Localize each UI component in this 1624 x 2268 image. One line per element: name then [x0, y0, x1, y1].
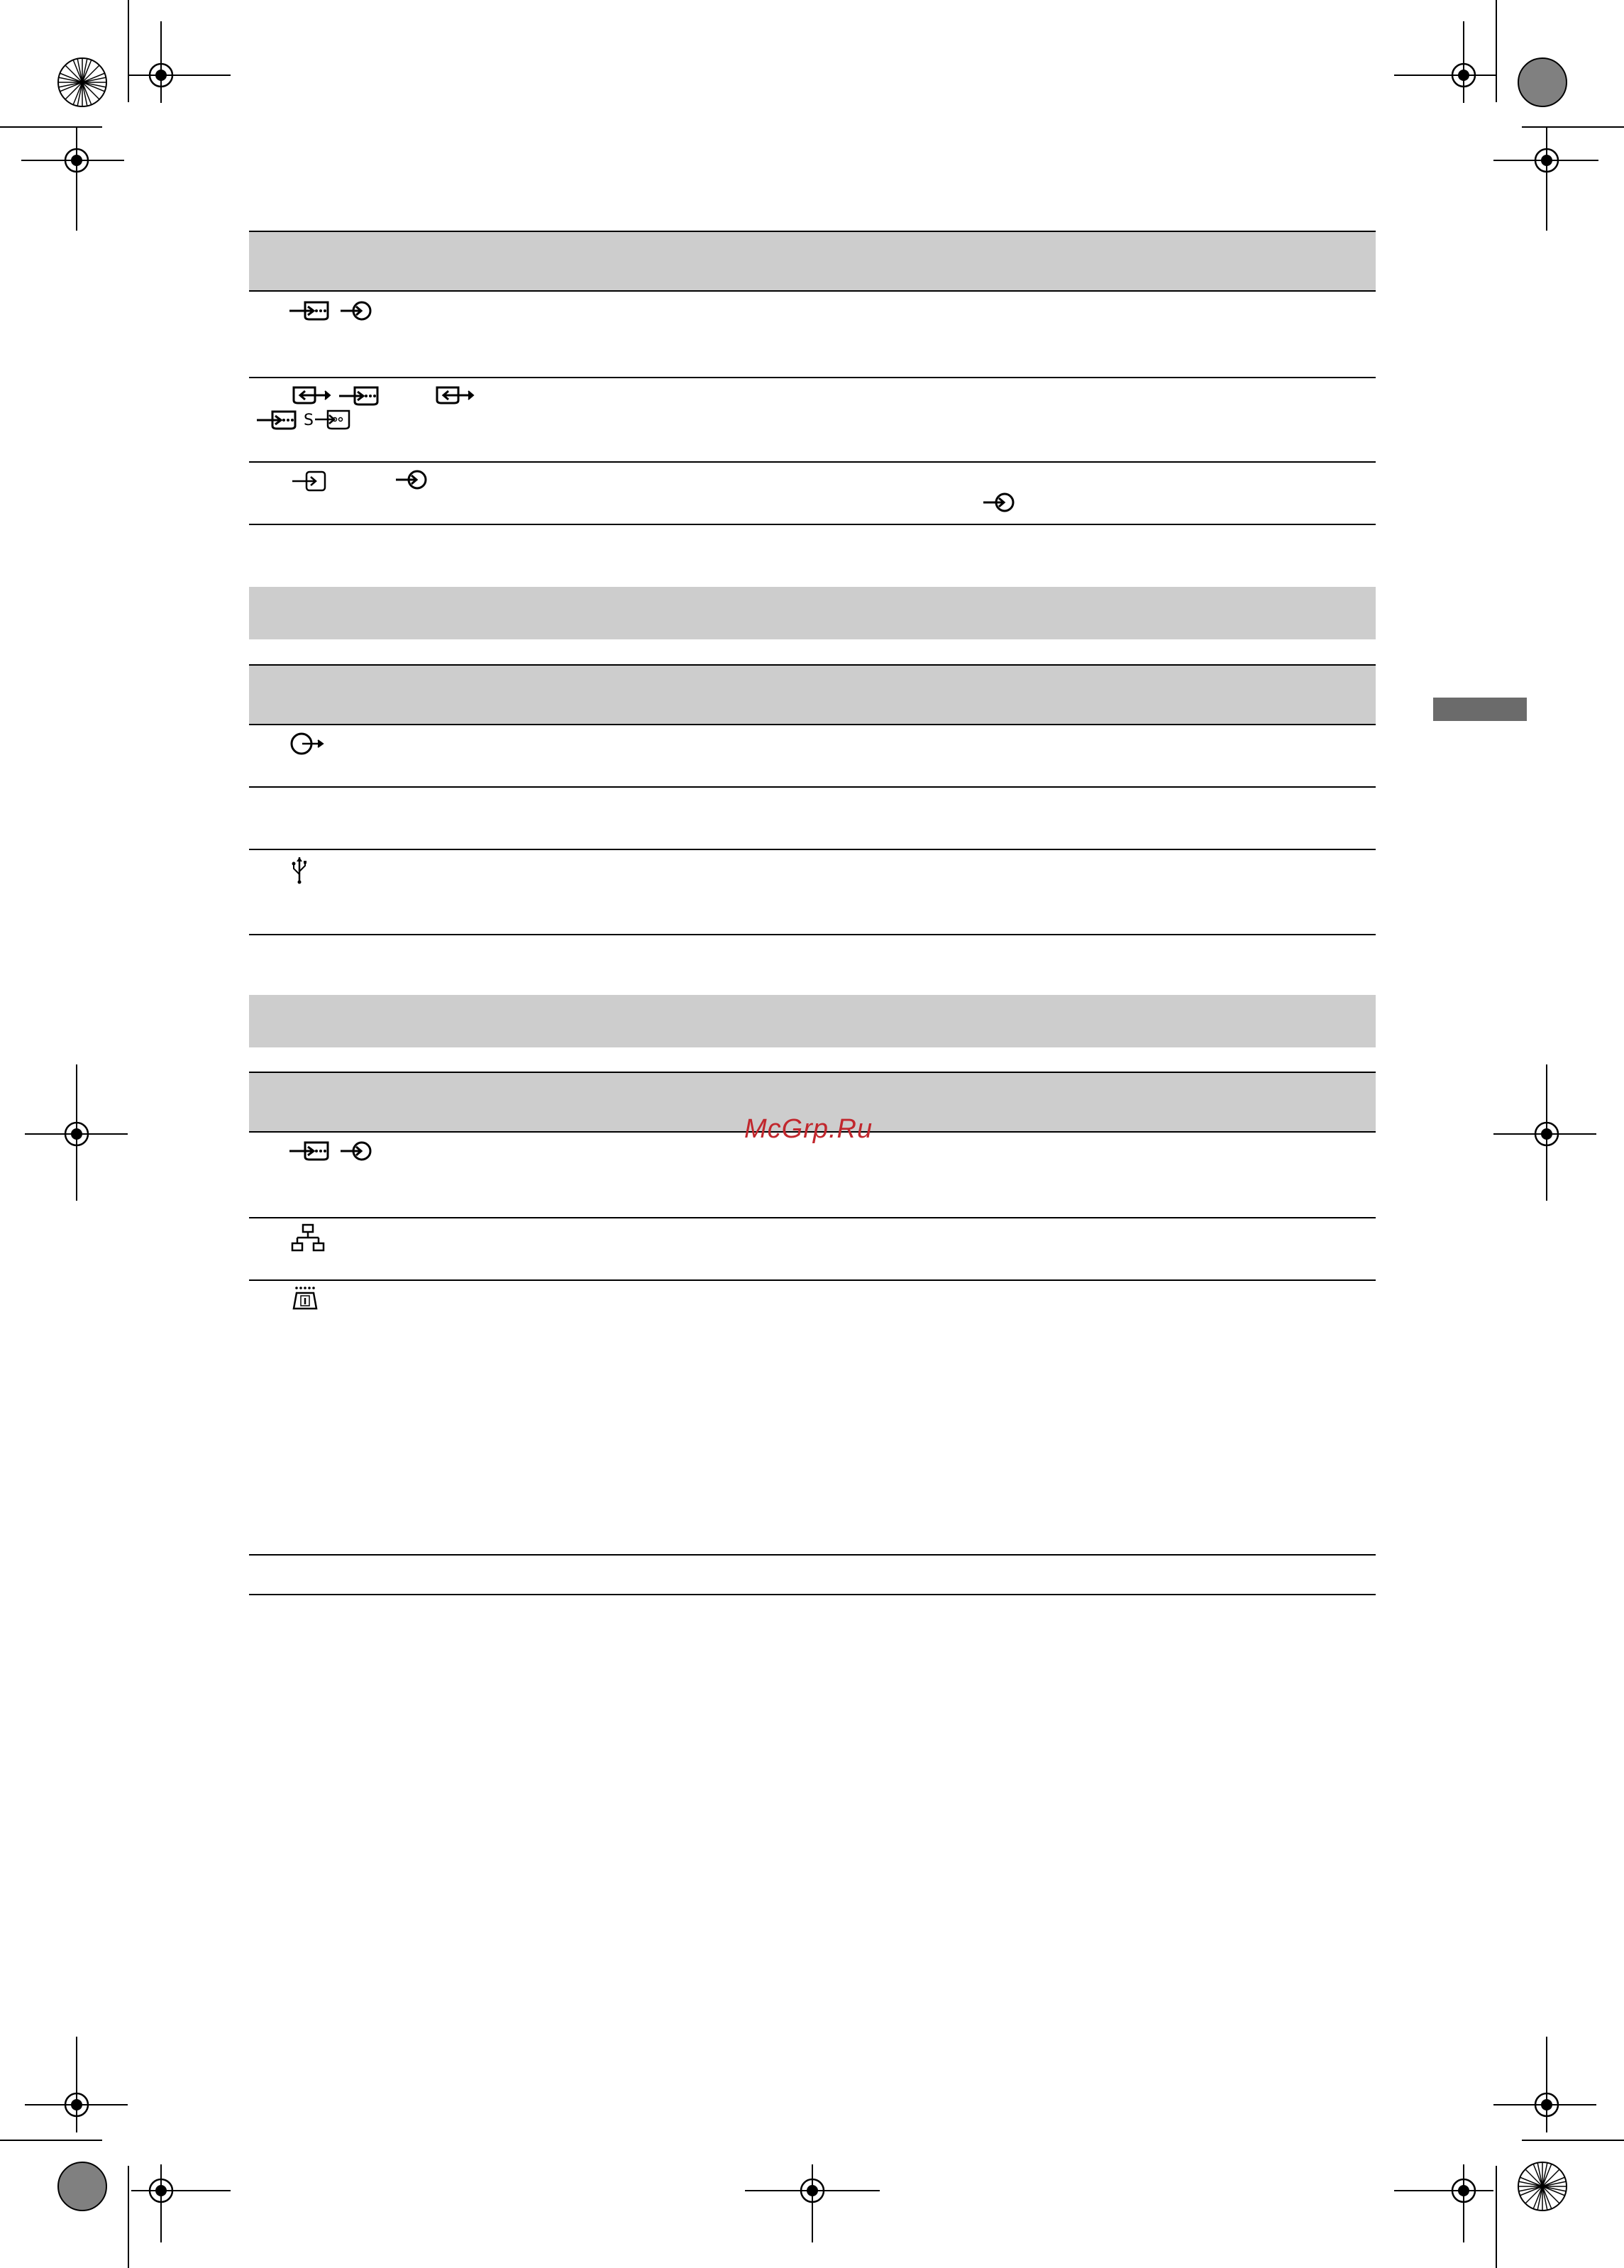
- crosshair-icon: [21, 1064, 128, 1206]
- scart-in-icon: [338, 385, 380, 407]
- scart-in-icon: [288, 1140, 331, 1162]
- crosshair-icon: [741, 2136, 883, 2268]
- table-row-rule: [249, 786, 1376, 788]
- input-icon: [339, 1140, 373, 1162]
- crop-mark: [128, 2166, 129, 2268]
- table-header: [249, 666, 1376, 724]
- crosshair-icon: [21, 128, 128, 234]
- crop-mark: [0, 126, 102, 128]
- input-icon: [339, 299, 373, 322]
- table-bottom-rule: [249, 524, 1376, 525]
- crop-mark: [1496, 0, 1497, 102]
- crop-mark: [1522, 126, 1624, 128]
- scart-in-icon: [288, 299, 331, 322]
- component-in-icon: [291, 470, 328, 492]
- table-header: [249, 232, 1376, 290]
- usb-icon: [291, 856, 308, 884]
- registration-starburst-icon: [1517, 2161, 1568, 2212]
- table-row-rule: [249, 377, 1376, 378]
- table-row-rule: [249, 1217, 1376, 1218]
- table-row-rule: [249, 1279, 1376, 1281]
- scart-inout-icon: [434, 385, 475, 406]
- scart-inout-icon: [291, 385, 332, 406]
- registration-starburst-icon: [57, 57, 108, 108]
- ci-card-icon: [291, 1286, 319, 1311]
- registration-dot-icon: [57, 2161, 108, 2212]
- table-row-rule: [249, 724, 1376, 725]
- crosshair-icon: [1493, 1064, 1600, 1206]
- section-band: [249, 995, 1376, 1047]
- s-video-icon: [302, 407, 352, 431]
- crosshair-icon: [128, 2136, 234, 2268]
- crosshair-icon: [1493, 128, 1600, 234]
- table-bottom-rule: [249, 934, 1376, 935]
- table-row-rule: [249, 849, 1376, 850]
- crosshair-icon: [1391, 21, 1497, 128]
- input-icon: [982, 491, 1016, 514]
- crosshair-icon: [128, 21, 234, 128]
- crop-mark: [1496, 2166, 1497, 2268]
- crosshair-icon: [21, 2037, 128, 2143]
- crop-mark: [128, 0, 129, 102]
- crosshair-icon: [1493, 2037, 1600, 2143]
- table-row-rule: [249, 290, 1376, 292]
- section-band: [249, 587, 1376, 639]
- watermark: McGrp.Ru: [744, 1114, 873, 1144]
- registration-dot-icon: [1517, 57, 1568, 108]
- crosshair-icon: [1391, 2136, 1497, 2268]
- lan-icon: [291, 1223, 325, 1253]
- svg-text:S: S: [304, 412, 314, 429]
- section-thumb-tab: [1433, 698, 1527, 721]
- scart-in-icon: [255, 409, 298, 431]
- input-icon: [394, 468, 429, 491]
- table-row-rule: [249, 461, 1376, 463]
- crop-mark: [1522, 2140, 1624, 2141]
- output-icon: [289, 731, 325, 756]
- crop-mark: [0, 2140, 102, 2141]
- table-bottom-rule: [249, 1594, 1376, 1595]
- table-row-rule: [249, 1554, 1376, 1556]
